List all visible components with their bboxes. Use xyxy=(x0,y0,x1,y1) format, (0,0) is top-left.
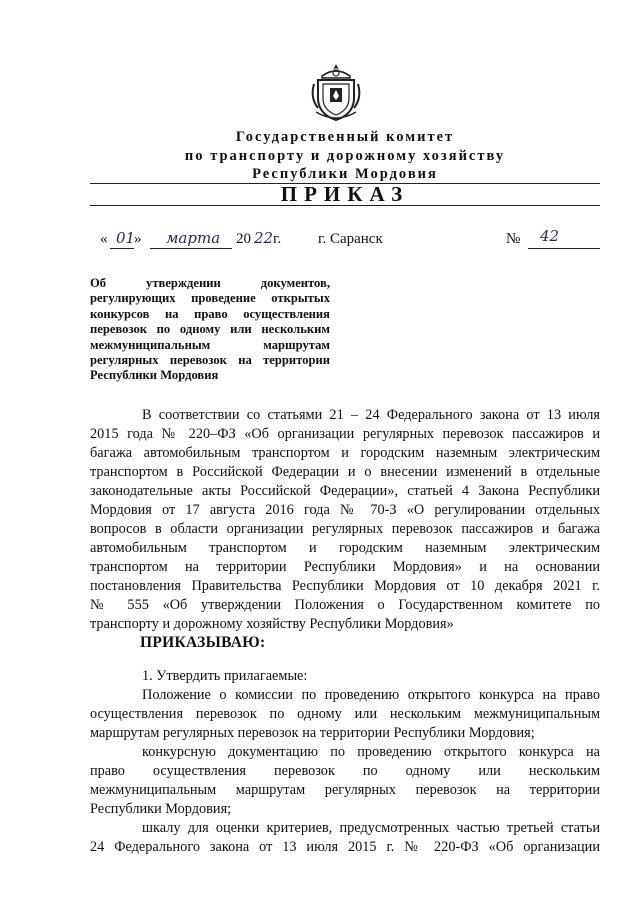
date-day: 01 xyxy=(116,229,136,247)
date-open-quote: « xyxy=(100,231,108,247)
item-line: маршрутам регулярных перевозок на территории Республики Мордовия; xyxy=(90,725,535,741)
document-type-title: ПРИКАЗ xyxy=(280,182,410,206)
item-line: право осуществления перевозок по одному или нескольким xyxy=(90,763,600,779)
date-year-prefix: 20 xyxy=(236,231,251,247)
month-underline xyxy=(150,248,232,249)
preamble-line: багажа автомобильным транспортом и городским наземным электрическим xyxy=(90,445,600,461)
subject-line: регулирующих проведение открытых xyxy=(90,291,330,306)
preamble-line: постановления Правительства Республики Мордовия от 10 декабря 2021 г. xyxy=(90,578,600,594)
preamble-line: № 555 «Об утверждении Положения о Государственном комитете по xyxy=(90,597,600,613)
preamble-line: транспорту и дорожному хозяйству Республики Мордовия» xyxy=(90,616,454,632)
subject-line: перевозок по одному или нескольким xyxy=(90,322,330,337)
preamble-line: 2015 года № 220–ФЗ «Об организации регулярных перевозок пассажиров и xyxy=(90,426,600,442)
item-line: межмуниципальным маршрутам регулярных перевозок на территории xyxy=(90,782,600,798)
date-number-line xyxy=(0,229,640,253)
item-line: конкурсную документацию по проведению открытого конкурса на xyxy=(142,744,600,760)
subject-line: Об утверждении документов, xyxy=(90,276,330,290)
org-name-line3: Республики Мордовия xyxy=(252,166,438,182)
date-close-quote: » xyxy=(134,231,142,247)
document-number: 42 xyxy=(540,227,560,245)
preamble-line: вопросов в области организации регулярных перевозок пассажиров и багажа xyxy=(90,521,600,537)
order-heading: ПРИКАЗЫВАЮ: xyxy=(140,634,266,651)
date-year-unit: г. xyxy=(273,231,282,247)
city-name: г. Саранск xyxy=(318,231,383,247)
number-underline xyxy=(528,248,600,249)
org-name-line2: по транспорту и дорожному хозяйству xyxy=(184,148,506,164)
preamble-line: транспортом в Российской Федерации и о внесении изменений в отдельные xyxy=(90,464,600,480)
subject-line: межмуниципальным маршрутам xyxy=(90,337,330,352)
org-name-line1: Государственный комитет xyxy=(235,129,455,145)
subject-line: Республики Мордовия xyxy=(90,368,219,383)
subject-line: конкурсов на право осуществления xyxy=(90,306,330,321)
header-rule-bottom xyxy=(90,205,600,206)
preamble-line: Мордовия от 17 августа 2016 года № 70-З «О регулировании отдельных xyxy=(90,502,600,518)
preamble-line: законодательные акты Российской Федерации», статьей 4 Закона Республики xyxy=(90,483,600,499)
item-line: 1. Утвердить прилагаемые: xyxy=(142,668,308,684)
document-subject xyxy=(90,276,330,384)
preamble-paragraph xyxy=(90,406,600,634)
date-month: марта xyxy=(166,229,221,247)
subject-line: регулярных перевозок на территории xyxy=(90,353,330,368)
item-line: Положение о комиссии по проведению открытого конкурса на право xyxy=(142,687,600,703)
coat-of-arms-icon xyxy=(308,62,364,124)
preamble-line: В соответствии со статьями 21 – 24 Федерального закона от 13 июля xyxy=(142,407,600,423)
preamble-line: автомобильным транспортом и городским наземным электрическим xyxy=(90,540,600,556)
item-line: 24 Федерального закона от 13 июля 2015 г. № 220-ФЗ «Об организации xyxy=(90,839,600,855)
preamble-line: транспортом на территории Республики Мордовия» и на основании xyxy=(90,559,600,575)
item-line: осуществления перевозок по одному или нескольким межмуниципальным xyxy=(90,706,600,722)
item-line: шкалу для оценки критериев, предусмотренных частью третьей статьи xyxy=(142,820,600,836)
order-items xyxy=(90,667,600,857)
date-year-suffix: 22 xyxy=(254,229,274,247)
item-line: Республики Мордовия; xyxy=(90,801,232,817)
number-label: № xyxy=(506,231,521,247)
day-underline xyxy=(110,248,134,249)
